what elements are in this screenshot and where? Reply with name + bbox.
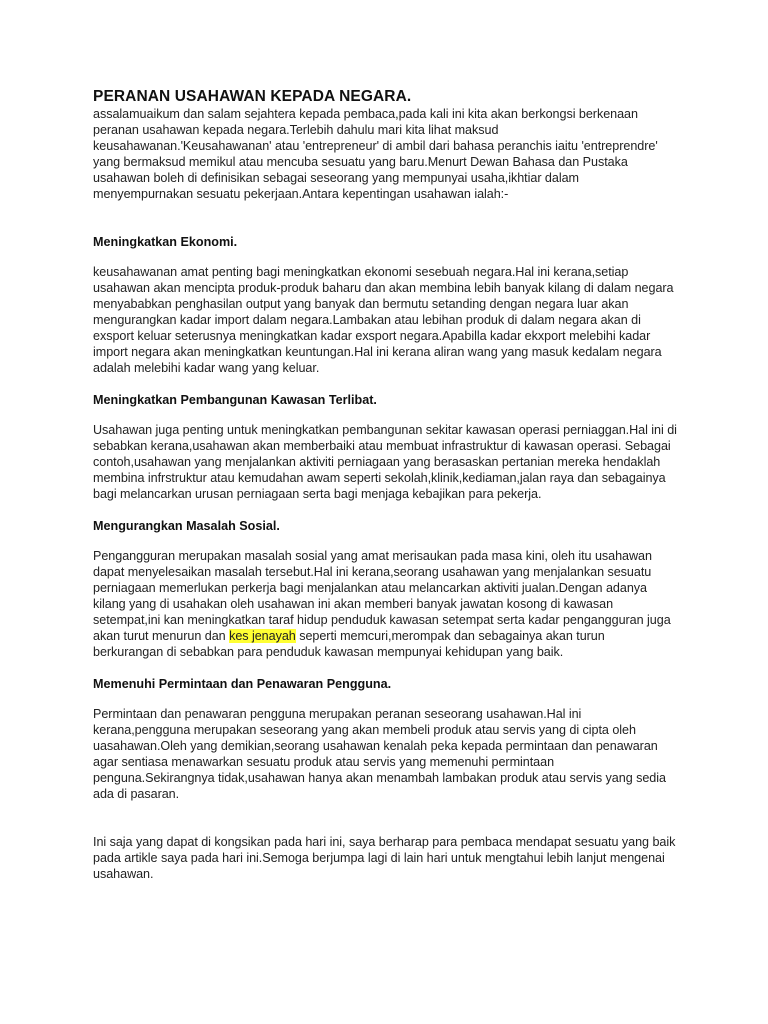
article-title: PERANAN USAHAWAN KEPADA NEGARA. [93, 88, 412, 105]
section-body-pembangunan: Usahawan juga penting untuk meningkatkan pembangunan sekitar kawasan operasi perniaggan.Hal ini di sebabkan kerana,usahawan akan memberbaiki atau membuat infrastruktur di kawasan operasi. Sebagai contoh,usahawan yang menjalankan aktiviti perniagaan yang berasaskan pertanian mereka hendaklah membina infrstruktur atau kemudahan awam seperti sekolah,klinik,kediaman,jalan raya dan sebagainya bagi melancarkan urusan perniagaan serta bagi menjaga kebajikan para pekerja. [93, 423, 677, 501]
closing-paragraph: Ini saja yang dapat di kongsikan pada hari ini, saya berharap para pembaca mendapat sesuatu yang baik pada artikle saya pada hari ini.Semoga berjumpa lagi di lain hari untuk mengtahui lebih lanjut mengenai usahawan. [93, 835, 676, 881]
section-heading-ekonomi: Meningkatkan Ekonomi. [93, 235, 238, 249]
article [93, 88, 678, 882]
section-heading-sosial: Mengurangkan Masalah Sosial. [93, 519, 280, 533]
section-heading-permintaan: Memenuhi Permintaan dan Penawaran Pengguna. [93, 677, 392, 691]
sosial-text-before: Pengangguran merupakan masalah sosial yang amat merisaukan pada masa kini, oleh itu usahawan dapat menyelesaikan masalah tersebut.Hal ini kerana,seorang usahawan yang menjalankan sesuatu perniagaan memerlukan perkerja bagi menjalankan atau melancarkan aktiviti jualan.Dengan adanya kilang yang di usahakan oleh usahawan ini akan memberi banyak jawatan kosong di kawasan setempat,ini kan meningkatkan taraf hidup penduduk kawasan setempat serta kadar pengangguran juga akan turut menurun dan [93, 549, 671, 643]
sosial-text-after: seperti memcuri,merompak dan sebagainya akan turun berkurangan di sebabkan para penduduk kawasan mempunyai kehidupan yang baik. [93, 629, 605, 659]
section-body-permintaan: Permintaan dan penawaran pengguna merupakan peranan seseorang usahawan.Hal ini kerana,pengguna merupakan seseorang yang akan membeli produk atau servis yang di cipta oleh uasahawan.Oleh yang demikian,seorang usahawan kenalah peka kepada permintaan dan penawaran agar sentiasa menawarkan sesuatu produk atau servis yang memenuhi permintaan penguna.Sekirangnya tidak,usahawan hanya akan menambah lambakan produk atau servis yang sedia ada di pasaran. [93, 707, 666, 801]
intro-paragraph: assalamuaikum dan salam sejahtera kepada pembaca,pada kali ini kita akan berkongsi berkenaan peranan usahawan kepada negara.Terlebih dahulu mari kita lihat maksud keusahawanan.'Keusahawanan' atau 'entrepreneur' di ambil dari bahasa peranchis iaitu 'entreprendre' yang bermaksud memikul atau mencuba sesuatu yang baru.Menurt Dewan Bahasa dan Pustaka usahawan boleh di definisikan sebagai seseorang yang mempunyai usaha,ikhtiar dalam menyempurnakan sesuatu pekerjaan.Antara kepentingan usahawan ialah:- [93, 107, 658, 201]
section-body-sosial [93, 548, 678, 660]
section-heading-pembangunan: Meningkatkan Pembangunan Kawasan Terlibat. [93, 393, 377, 407]
section-body-ekonomi: keusahawanan amat penting bagi meningkatkan ekonomi sesebuah negara.Hal ini kerana,setiap usahawan akan mencipta produk-produk baharu dan akan membina lebih banyak kilang di dalam negara menyababkan penghasilan output yang banyak dan bermutu setanding dengan negara luar akan mengurangkan kadar import dalam negara.Lambakan atau lebihan produk di dalam negara akan di exsport keluar seterusnya meningkatkan kadar exsport negara.Apabilla kadar ekxport melebihi kadar import negara akan meningkatkan keuntungan.Hal ini kerana aliran wang yang masuk kedalam negara adalah melebihi kadar wang yang keluar. [93, 265, 674, 375]
highlighted-phrase: kes jenayah [229, 629, 296, 643]
